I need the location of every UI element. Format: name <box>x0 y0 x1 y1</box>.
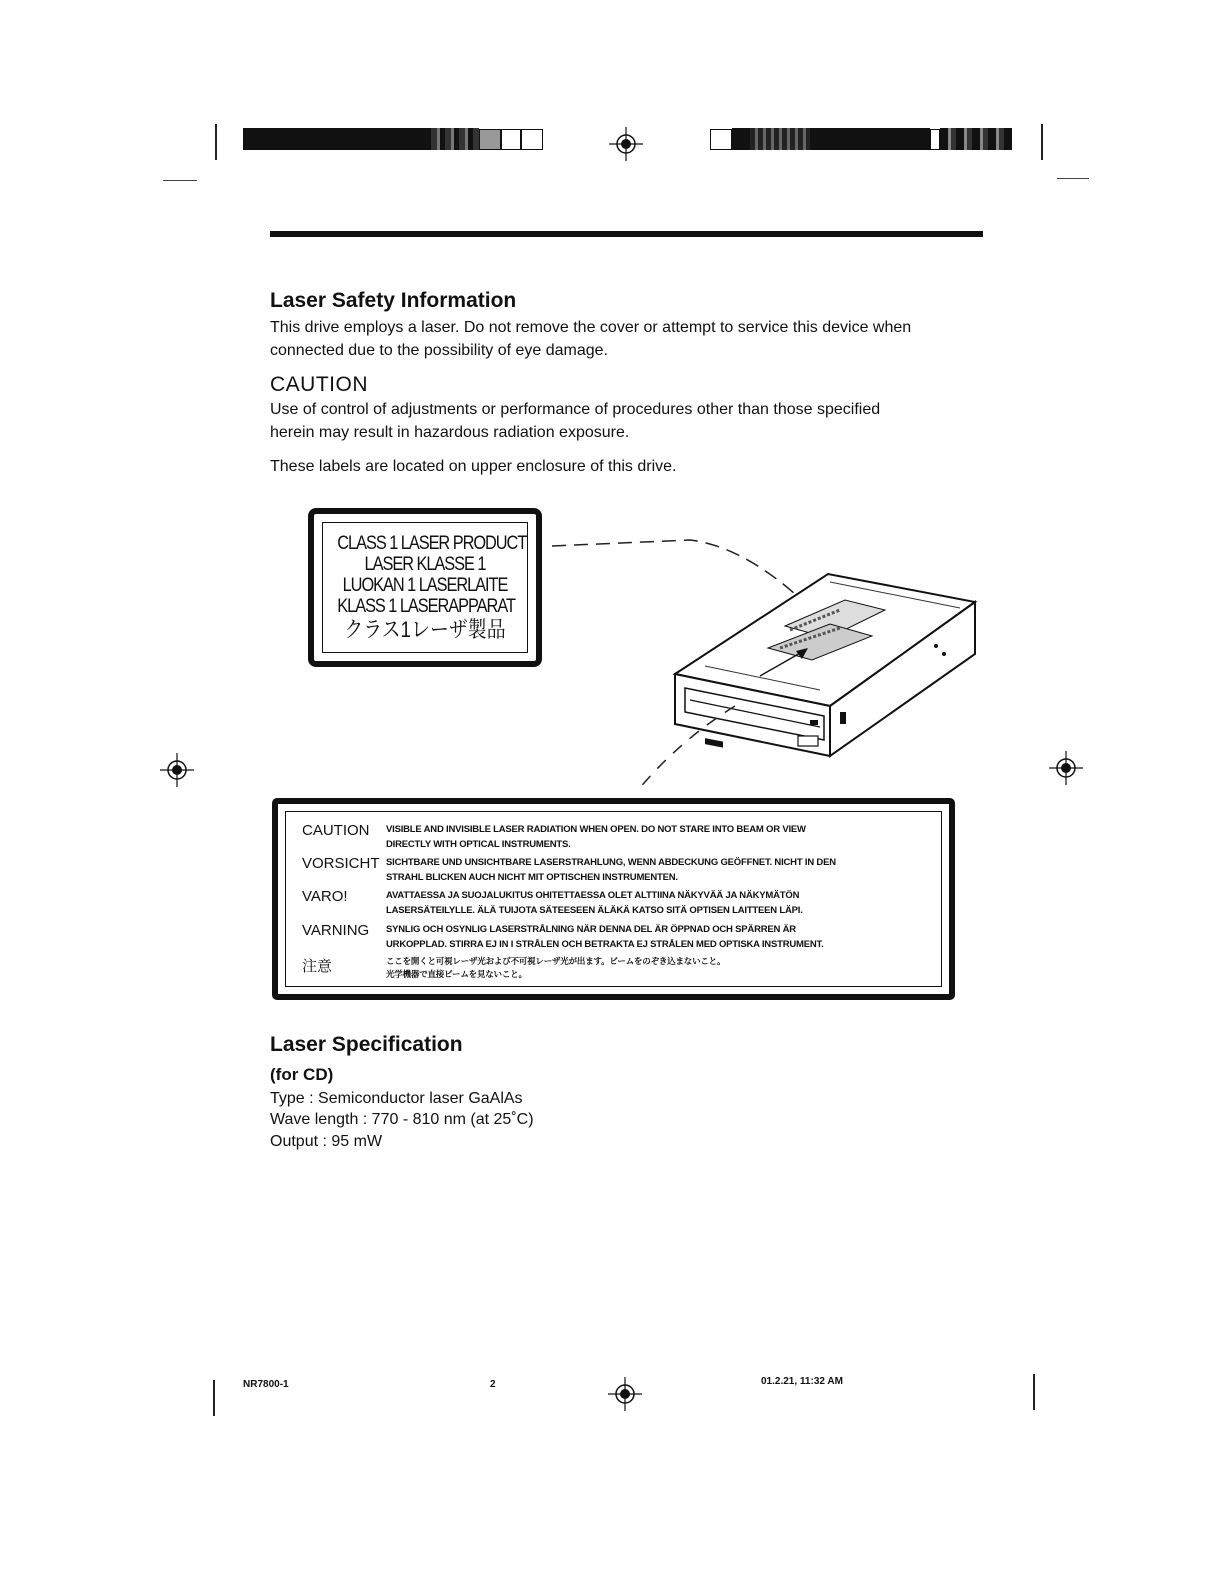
caution-body-line2: herein may result in hazardous radiation exposure. <box>270 424 630 441</box>
caution-title: CAUTION <box>270 373 368 396</box>
footer-crop-left <box>213 1380 215 1416</box>
crop-mark-left <box>215 124 217 160</box>
warning-text-line2: LASERSÄTEILYLLE. ÄLÄ TUIJOTA SÄTEESEEN ÄLÄKÄ KATSO SITÄ OPTISEN LAITTEEN LÄPI. <box>386 905 803 916</box>
laser-safety-title: Laser Safety Information <box>270 289 517 312</box>
header-rule <box>270 231 983 237</box>
laser-warning-label <box>272 798 955 1000</box>
class-label-line4: KLASS 1 LASERAPPARAT <box>337 596 515 617</box>
crop-tick-right <box>1057 178 1089 179</box>
footer-crop-right <box>1033 1374 1035 1410</box>
class-label-line2: LASER KLASSE 1 <box>364 554 486 575</box>
class1-laser-label <box>308 508 542 667</box>
labels-location-note: These labels are located on upper enclosure of this drive. <box>270 458 677 475</box>
color-bar-right <box>710 128 1012 150</box>
warning-text-line1: SYNLIG OCH OSYNLIG LASERSTRÅLNING NÄR DENNA DEL ÄR ÖPPNAD OCH SPÄRREN ÄR <box>386 924 796 935</box>
laser-safety-body-line1: This drive employs a laser. Do not remove the cover or attempt to service this device when <box>270 319 912 336</box>
laser-spec-subtitle: (for CD) <box>270 1065 334 1084</box>
warning-text-line1: AVATTAESSA JA SUOJALUKITUS OHITETTAESSA OLET ALTTIINA NÄKYVÄÄ JA NÄKYMÄTÖN <box>386 890 800 901</box>
warning-key: VARO! <box>302 888 348 905</box>
laser-spec-title: Laser Specification <box>270 1033 463 1056</box>
warning-text-line1: VISIBLE AND INVISIBLE LASER RADIATION WHEN OPEN. DO NOT STARE INTO BEAM OR VIEW <box>386 824 806 835</box>
warning-text-line2: 光学機器で直接ビームを見ないこと。 <box>386 969 527 979</box>
class-label-line5: クラス1レーザ製品 <box>344 617 506 642</box>
caution-body-line1: Use of control of adjustments or performance of procedures other than those specified <box>270 401 881 418</box>
cd-drive-illustration <box>540 530 990 800</box>
footer-datetime: 01.2.21, 11:32 AM <box>761 1376 843 1387</box>
class-label-line3: LUOKAN 1 LASERLAITE <box>342 575 508 596</box>
footer-page-number: 2 <box>490 1379 496 1390</box>
crop-mark-right <box>1041 124 1043 160</box>
registration-mark-right-icon <box>1049 751 1083 785</box>
registration-mark-bottom-icon <box>608 1377 642 1411</box>
warning-key: VARNING <box>302 922 370 939</box>
registration-mark-top-icon <box>609 127 643 161</box>
laser-spec-output: Output : 95 mW <box>270 1133 383 1150</box>
warning-key: VORSICHT <box>302 855 380 872</box>
warning-text-line2: DIRECTLY WITH OPTICAL INSTRUMENTS. <box>386 839 571 850</box>
class-label-line1: CLASS 1 LASER PRODUCT <box>337 533 527 554</box>
color-bar-left <box>243 128 543 150</box>
warning-key: 注意 <box>302 958 333 975</box>
registration-mark-left-icon <box>160 753 194 787</box>
footer-doc-code: NR7800-1 <box>243 1379 289 1390</box>
laser-spec-wavelength: Wave length : 770 - 810 nm (at 25˚C) <box>270 1111 534 1128</box>
laser-spec-type: Type : Semiconductor laser GaAlAs <box>270 1090 523 1107</box>
warning-text-line1: SICHTBARE UND UNSICHTBARE LASERSTRAHLUNG, WENN ABDECKUNG GEÖFFNET. NICHT IN DEN <box>386 857 836 868</box>
warning-text-line1: ここを開くと可視レーザ光および不可視レーザ光が出ます。ビームをのぞき込まないこと。 <box>386 956 726 966</box>
warning-text-line2: URKOPPLAD. STIRRA EJ IN I STRÅLEN OCH BETRAKTA EJ STRÅLEN MED OPTISKA INSTRUMENT. <box>386 939 824 950</box>
crop-tick-left <box>163 180 197 181</box>
warning-key: CAUTION <box>302 822 370 839</box>
warning-text-line2: STRAHL BLICKEN AUCH NICHT MIT OPTISCHEN INSTRUMENTEN. <box>386 872 678 883</box>
laser-safety-body-line2: connected due to the possibility of eye damage. <box>270 342 608 359</box>
